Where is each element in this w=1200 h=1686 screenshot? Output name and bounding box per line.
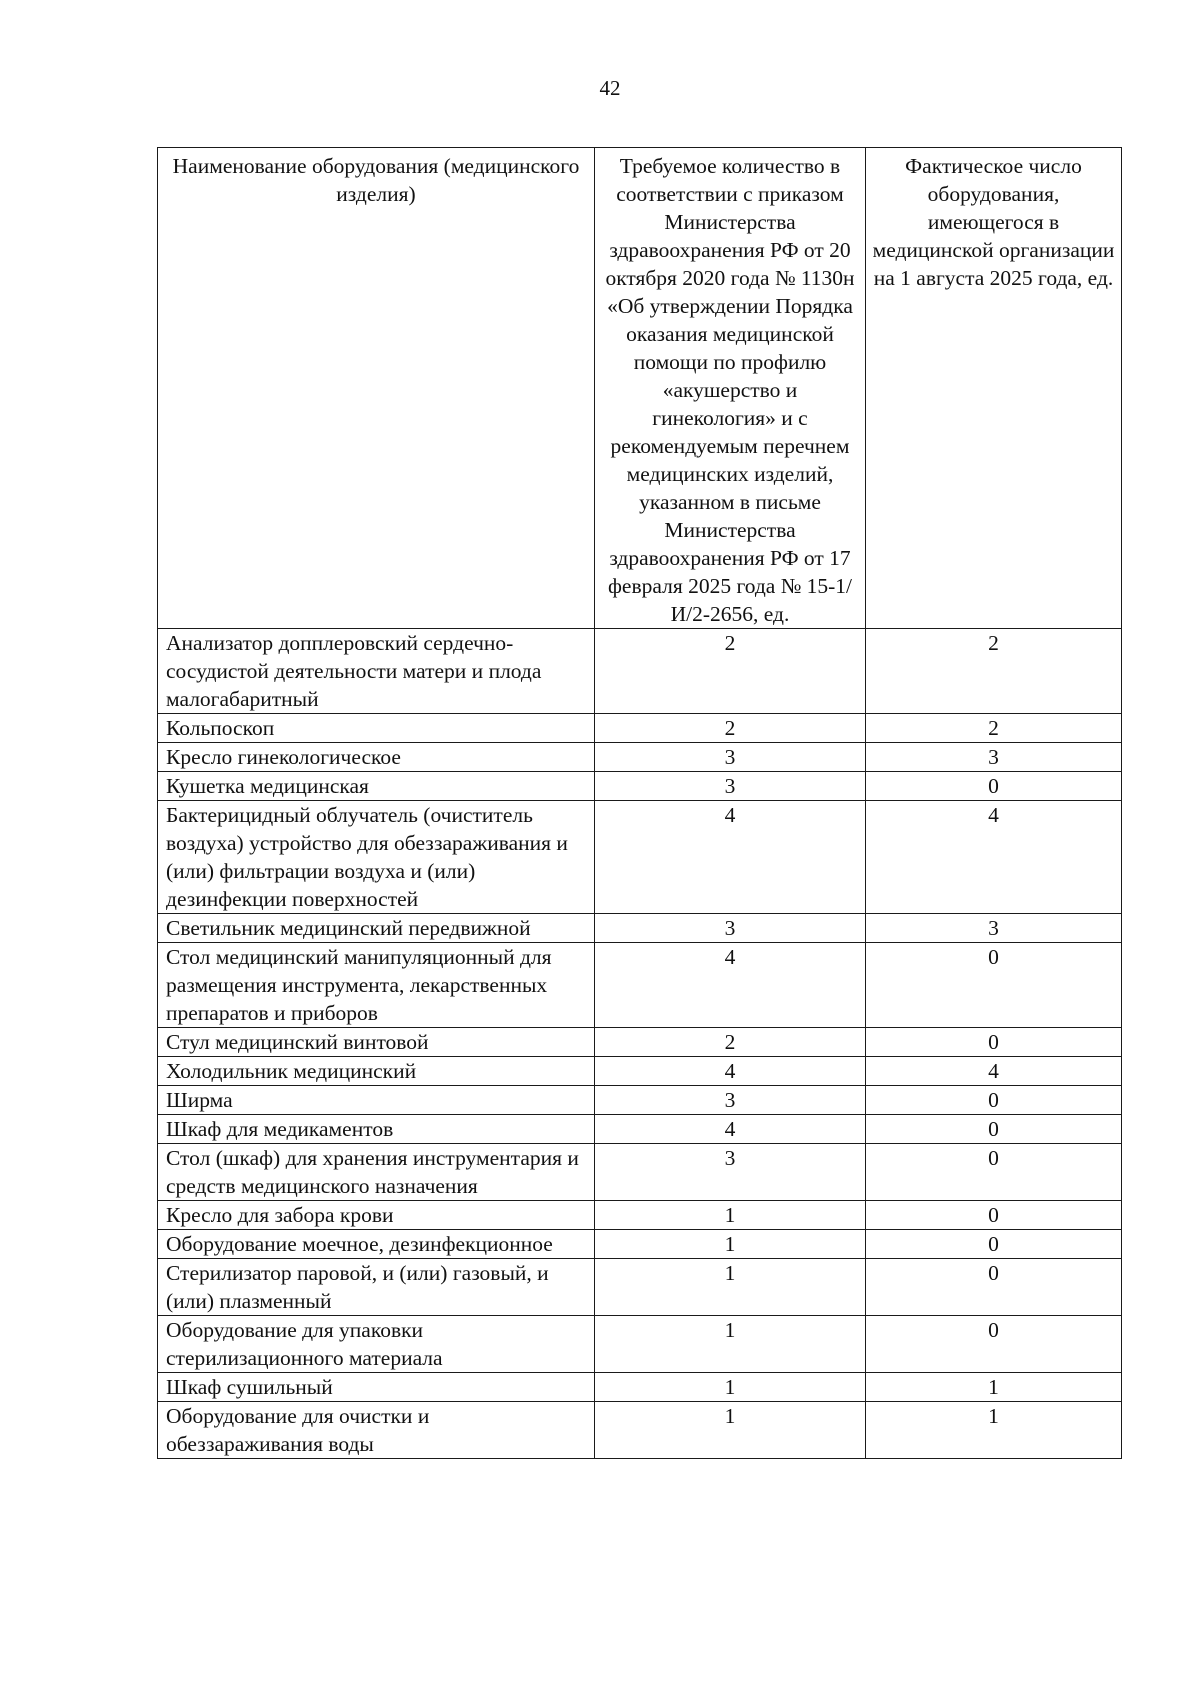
actual-quantity-cell: 0 bbox=[866, 772, 1122, 801]
actual-quantity-cell: 0 bbox=[866, 943, 1122, 1028]
actual-quantity-cell: 0 bbox=[866, 1144, 1122, 1201]
table-row bbox=[158, 1259, 1122, 1316]
equipment-name-cell: Шкаф для медикаментов bbox=[158, 1115, 595, 1144]
equipment-name-cell: Стол (шкаф) для хранения инструментария и средств медицинского назначения bbox=[158, 1144, 595, 1201]
table-row bbox=[158, 914, 1122, 943]
actual-quantity-cell: 0 bbox=[866, 1115, 1122, 1144]
actual-quantity-cell: 4 bbox=[866, 1057, 1122, 1086]
required-quantity-cell: 3 bbox=[595, 1086, 866, 1115]
actual-quantity-cell: 2 bbox=[866, 629, 1122, 714]
required-quantity-cell: 4 bbox=[595, 1115, 866, 1144]
table-row bbox=[158, 1201, 1122, 1230]
header-required-quantity: Требуемое количество в соответствии с приказом Министерства здравоохранения РФ от 20 октября 2020 года № 1130н «Об утверждении Порядка оказания медицинской помощи по профилю «акушерство и гинекология» и с рекомендуемым перечнем медицинских изделий, указанном в письме Министерства здравоохранения РФ от 17 февраля 2025 года № 15-1/И/2-2656, ед. bbox=[595, 148, 866, 629]
equipment-name-cell: Оборудование моечное, дезинфекционное bbox=[158, 1230, 595, 1259]
header-actual-quantity: Фактическое число оборудования, имеющегося в медицинской организации на 1 августа 2025 года, ед. bbox=[866, 148, 1122, 629]
required-quantity-cell: 2 bbox=[595, 714, 866, 743]
actual-quantity-cell: 0 bbox=[866, 1028, 1122, 1057]
equipment-name-cell: Стул медицинский винтовой bbox=[158, 1028, 595, 1057]
equipment-name-cell: Оборудование для очистки и обеззараживания воды bbox=[158, 1402, 595, 1459]
actual-quantity-cell: 3 bbox=[866, 743, 1122, 772]
required-quantity-cell: 4 bbox=[595, 943, 866, 1028]
table-row bbox=[158, 1402, 1122, 1459]
actual-quantity-cell: 0 bbox=[866, 1259, 1122, 1316]
equipment-name-cell: Бактерицидный облучатель (очиститель воздуха) устройство для обеззараживания и (или) фильтрации воздуха и (или) дезинфекции поверхностей bbox=[158, 801, 595, 914]
required-quantity-cell: 2 bbox=[595, 1028, 866, 1057]
header-equipment-name: Наименование оборудования (медицинского изделия) bbox=[158, 148, 595, 629]
actual-quantity-cell: 0 bbox=[866, 1086, 1122, 1115]
actual-quantity-cell: 0 bbox=[866, 1316, 1122, 1373]
required-quantity-cell: 3 bbox=[595, 743, 866, 772]
table-row bbox=[158, 1028, 1122, 1057]
required-quantity-cell: 1 bbox=[595, 1201, 866, 1230]
table-row bbox=[158, 1373, 1122, 1402]
equipment-table bbox=[157, 147, 1122, 1459]
required-quantity-cell: 4 bbox=[595, 1057, 866, 1086]
equipment-name-cell: Светильник медицинский передвижной bbox=[158, 914, 595, 943]
actual-quantity-cell: 0 bbox=[866, 1230, 1122, 1259]
table-row bbox=[158, 1316, 1122, 1373]
actual-quantity-cell: 3 bbox=[866, 914, 1122, 943]
table-row bbox=[158, 943, 1122, 1028]
equipment-name-cell: Кресло гинекологическое bbox=[158, 743, 595, 772]
table-row bbox=[158, 629, 1122, 714]
table-row bbox=[158, 801, 1122, 914]
required-quantity-cell: 1 bbox=[595, 1373, 866, 1402]
equipment-name-cell: Стол медицинский манипуляционный для размещения инструмента, лекарственных препаратов и приборов bbox=[158, 943, 595, 1028]
actual-quantity-cell: 1 bbox=[866, 1373, 1122, 1402]
table-row bbox=[158, 743, 1122, 772]
equipment-name-cell: Стерилизатор паровой, и (или) газовый, и (или) плазменный bbox=[158, 1259, 595, 1316]
table-row bbox=[158, 1057, 1122, 1086]
table-row bbox=[158, 1144, 1122, 1201]
table-row bbox=[158, 772, 1122, 801]
required-quantity-cell: 1 bbox=[595, 1316, 866, 1373]
required-quantity-cell: 2 bbox=[595, 629, 866, 714]
actual-quantity-cell: 4 bbox=[866, 801, 1122, 914]
equipment-name-cell: Ширма bbox=[158, 1086, 595, 1115]
equipment-name-cell: Анализатор допплеровский сердечно-сосудистой деятельности матери и плода малогабаритный bbox=[158, 629, 595, 714]
equipment-name-cell: Оборудование для упаковки стерилизационного материала bbox=[158, 1316, 595, 1373]
table-header-row bbox=[158, 148, 1122, 629]
required-quantity-cell: 1 bbox=[595, 1259, 866, 1316]
table-row bbox=[158, 1230, 1122, 1259]
equipment-name-cell: Кольпоскоп bbox=[158, 714, 595, 743]
required-quantity-cell: 3 bbox=[595, 1144, 866, 1201]
required-quantity-cell: 3 bbox=[595, 914, 866, 943]
table-row bbox=[158, 1086, 1122, 1115]
required-quantity-cell: 4 bbox=[595, 801, 866, 914]
equipment-name-cell: Шкаф сушильный bbox=[158, 1373, 595, 1402]
actual-quantity-cell: 2 bbox=[866, 714, 1122, 743]
equipment-name-cell: Кушетка медицинская bbox=[158, 772, 595, 801]
table-row bbox=[158, 714, 1122, 743]
actual-quantity-cell: 0 bbox=[866, 1201, 1122, 1230]
table-row bbox=[158, 1115, 1122, 1144]
required-quantity-cell: 3 bbox=[595, 772, 866, 801]
required-quantity-cell: 1 bbox=[595, 1402, 866, 1459]
required-quantity-cell: 1 bbox=[595, 1230, 866, 1259]
actual-quantity-cell: 1 bbox=[866, 1402, 1122, 1459]
page-number: 42 bbox=[599, 76, 621, 100]
equipment-name-cell: Холодильник медицинский bbox=[158, 1057, 595, 1086]
equipment-name-cell: Кресло для забора крови bbox=[158, 1201, 595, 1230]
